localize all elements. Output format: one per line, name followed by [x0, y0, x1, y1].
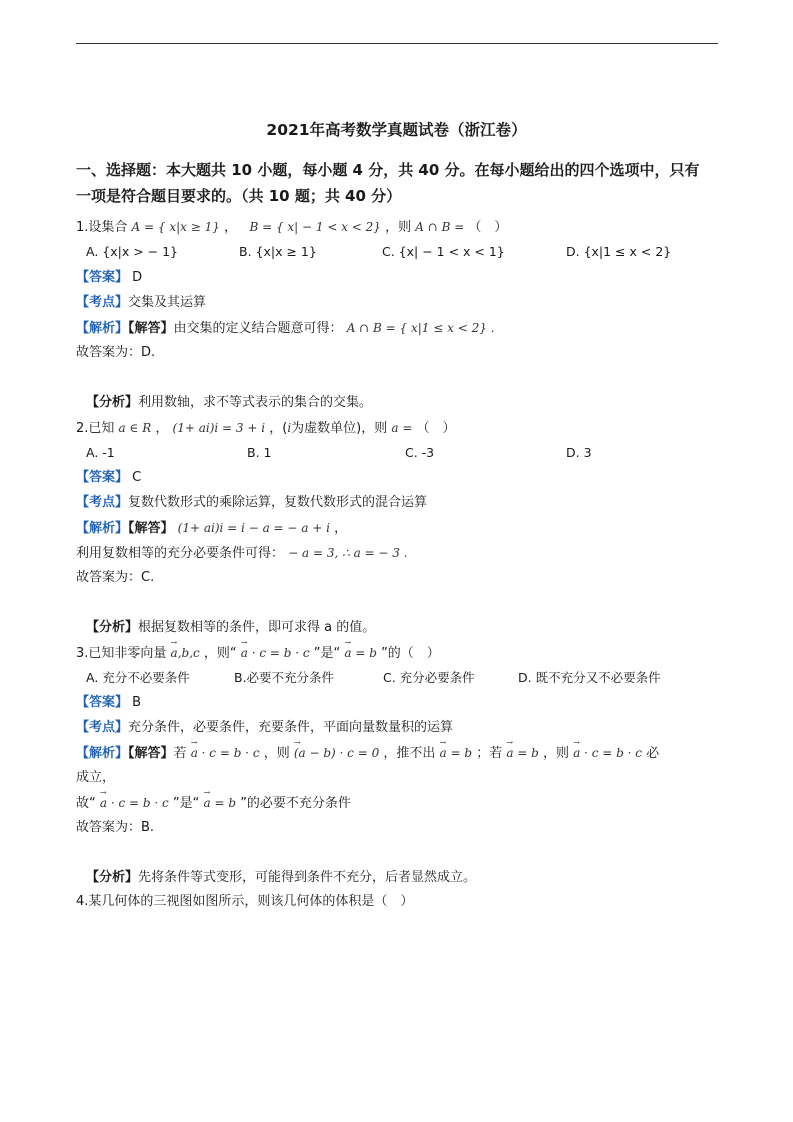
q2-kaodian: 【考点】复数代数形式的乘除运算，复数代数形式的混合运算 [76, 495, 428, 510]
q2-step: 利用复数相等的充分必要条件可得： − a = 3, ∴ a = − 3 . [76, 546, 408, 561]
q1-stem: 1.设集合 A = { x|x ≥ 1} ， B = { x| − 1 < x < 2} ，则 A ∩ B = （ ） [76, 220, 508, 235]
q1-jiexi: 【解析】【解答】由交集的定义结合题意可得： A ∩ B = { x|1 ≤ x < 2} . [76, 321, 495, 336]
q2-option-b: B. 1 [247, 445, 272, 460]
q3-option-c: C. 充分必要条件 [383, 670, 475, 685]
q1-fenxi: 【分析】利用数轴，求不等式表示的集合的交集。 [86, 395, 373, 410]
q3-kaodian: 【考点】充分条件，必要条件，充要条件，平面向量数量积的运算 [76, 720, 454, 735]
header-rule [76, 43, 718, 44]
q1-conclusion: 故答案为：D. [76, 345, 156, 360]
q1-kaodian: 【考点】交集及其运算 [76, 295, 207, 310]
q2-conclusion: 故答案为：C. [76, 570, 155, 585]
q3-option-a: A. 充分不必要条件 [86, 670, 190, 685]
q2-option-c: C. -3 [405, 445, 435, 460]
q3-option-d: D. 既不充分又不必要条件 [518, 670, 661, 685]
q2-option-a: A. -1 [86, 445, 115, 460]
q2-fenxi: 【分析】根据复数相等的条件，即可求得 a 的值。 [86, 620, 376, 635]
q1-set-a: A = { x|x ≥ 1} [131, 220, 220, 234]
q3-jiexi-line-2: 成立， [76, 770, 116, 785]
q4-stem: 4.某几何体的三视图如图所示，则该几何体的体积是（ ） [76, 894, 414, 909]
q1-answer: 【答案】 D [76, 270, 143, 285]
q2-jiexi: 【解析】【解答】 (1+ ai)i = i − a = − a + i ， [76, 521, 348, 536]
q3-fenxi: 【分析】先将条件等式变形，可能得到条件不充分，后者显然成立。 [86, 870, 477, 885]
section-header-line-2: 一项是符合题目要求的。（共 10 题；共 40 分） [76, 187, 402, 205]
q1-option-d: D. {x|1 ≤ x < 2} [566, 244, 672, 259]
q1-option-a: A. {x|x > − 1} [86, 244, 179, 259]
q1-option-c: C. {x| − 1 < x < 1} [382, 244, 505, 259]
section-header-line-1: 一、选择题：本大题共 10 小题，每小题 4 分，共 40 分。在每小题给出的四个选项中，只有 [76, 161, 700, 179]
q3-jiexi: 【解析】【解答】若 → a · c = b · c ，则 → (a − b) · c = 0 ，推不出 → a = b ；若 → a = b ，则 → a · c = b · c 必 [76, 744, 659, 763]
page-title: 2021年高考数学真题试卷（浙江卷） [266, 121, 527, 139]
q3-option-b: B.必要不充分条件 [234, 670, 335, 685]
q2-stem: 2.已知 a ∈ R ， (1+ ai)i = 3 + i ，(i为虚数单位)，则 a = （ ） [76, 421, 456, 436]
q1-set-b: B = { x| − 1 < x < 2} [249, 220, 381, 234]
q3-conclusion: 故答案为：B. [76, 820, 155, 835]
q3-stem: 3.已知非零向量 → a,b,c ，则“ → a · c = b · c ”是“ → a = b ”的（ ） [76, 644, 440, 663]
q2-answer: 【答案】 C [76, 470, 142, 485]
q3-answer: 【答案】 B [76, 695, 142, 710]
q3-jiexi-line-3: 故“ → a · c = b · c ”是“ → a = b ”的必要不充分条件 [76, 794, 351, 813]
q1-option-b: B. {x|x ≥ 1} [239, 244, 317, 259]
q2-option-d: D. 3 [566, 445, 592, 460]
